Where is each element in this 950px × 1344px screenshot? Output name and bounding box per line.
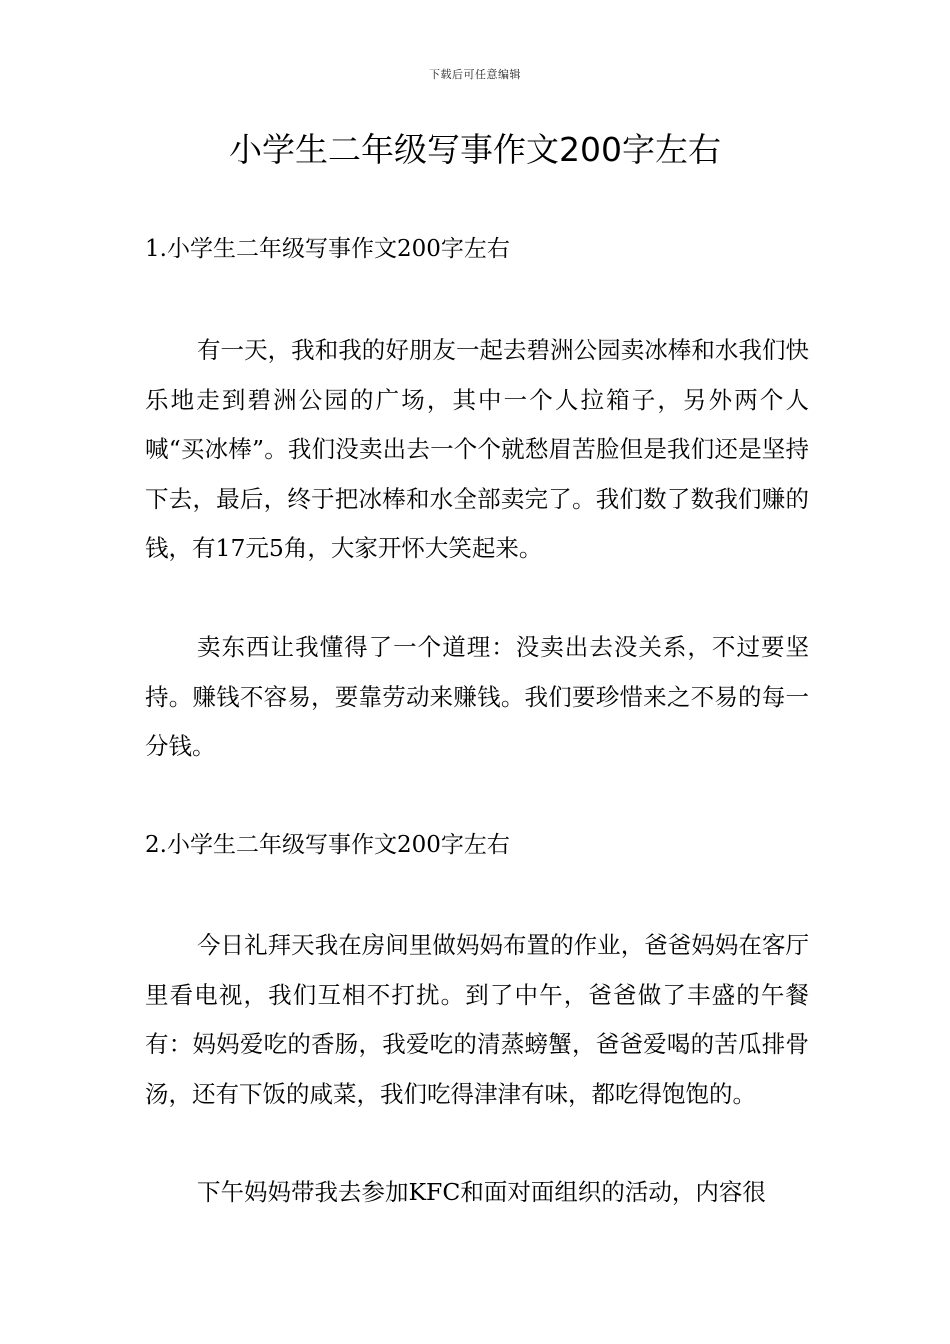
- document-title: 小学生二年级写事作文200字左右: [229, 130, 721, 169]
- section-1-paragraph-2: 卖东西让我懂得了一个道理：没卖出去没关系，不过要坚持。赚钱不容易，要靠劳动来赚钱。我们要珍惜来之不易的每一分钱。: [145, 633, 809, 760]
- section-2-paragraph-2: 下午妈妈带我去参加KFC和面对面组织的活动，内容很: [197, 1178, 766, 1206]
- section-1-paragraph-1: 有一天，我和我的好朋友一起去碧洲公园卖冰棒和水我们快乐地走到碧洲公园的广场，其中一个人拉箱子，另外两个人喊“买冰棒”。我们没卖出去一个个就愁眉苦脸但是我们还是坚持下去，最后，终于把冰棒和水全部卖完了。我们数了数我们赚的钱，有17元5角，大家开怀大笑起来。: [145, 336, 809, 562]
- section-1-heading: 1.小学生二年级写事作文200字左右: [145, 236, 510, 262]
- section-2-paragraph-1: 今日礼拜天我在房间里做妈妈布置的作业，爸爸妈妈在客厅里看电视，我们互相不打扰。到了中午，爸爸做了丰盛的午餐有：妈妈爱吃的香肠，我爱吃的清蒸螃蟹，爸爸爱喝的苦瓜排骨汤，还有下饭的咸菜，我们吃得津津有味，都吃得饱饱的。: [145, 931, 809, 1108]
- header-note: 下载后可任意编辑: [429, 68, 521, 81]
- section-2-heading: 2.小学生二年级写事作文200字左右: [145, 832, 510, 858]
